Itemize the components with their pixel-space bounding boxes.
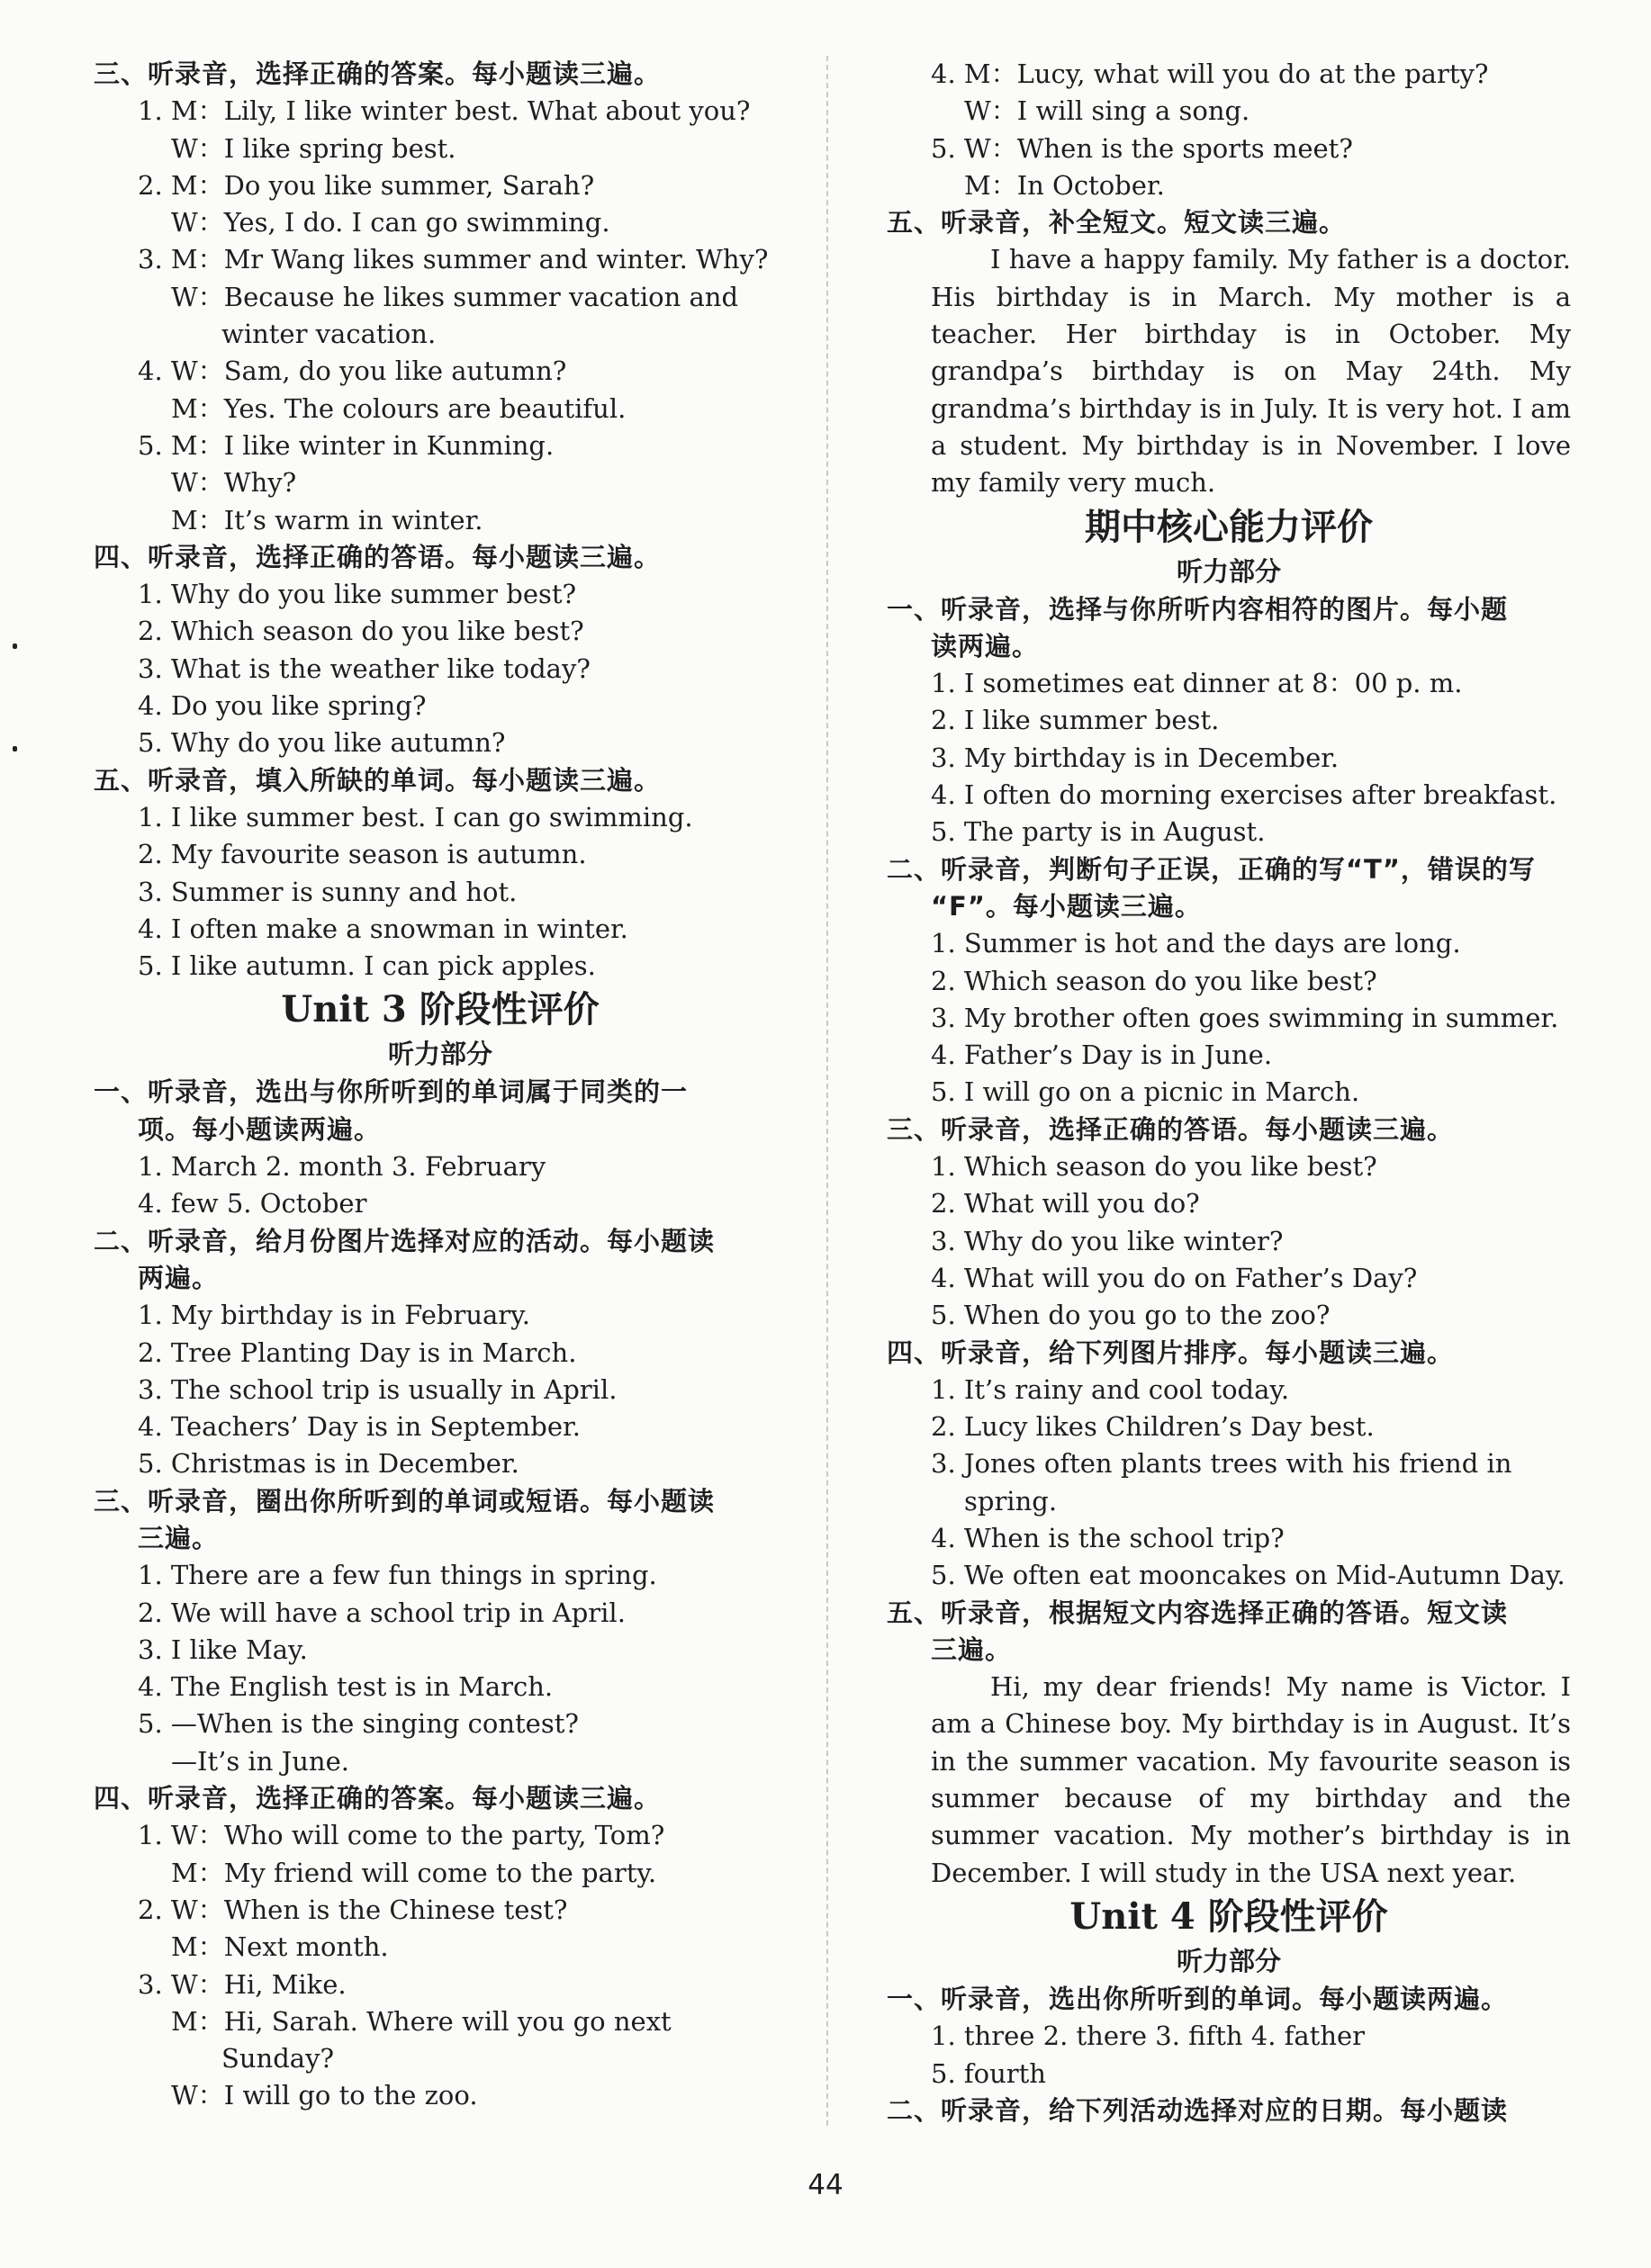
section-heading: 三、听录音，选择正确的答语。每小题读三遍。 — [887, 1113, 1455, 1145]
item-line: M：Next month. — [171, 1931, 389, 1963]
unit-label: Unit 3 — [281, 988, 407, 1031]
item-line: 1. M：Lily, I like winter best. What about you? — [138, 95, 751, 127]
title-text: 阶段性评价 — [419, 989, 600, 1031]
item-line: M：In October. — [964, 169, 1165, 201]
item-line: 4. The English test is in March. — [138, 1671, 554, 1703]
item-line: 2. M：Do you like summer, Sarah? — [138, 169, 595, 201]
item-line: 1. Which season do you like best? — [931, 1151, 1377, 1183]
item-line: 1. Why do you like summer best? — [138, 579, 577, 610]
section-heading: 五、听录音，填入所缺的单词。每小题读三遍。 — [94, 764, 662, 796]
item-line: M：Yes. The colours are beautiful. — [171, 392, 627, 424]
section-heading: “F”。每小题读三遍。 — [931, 890, 1202, 922]
item-line: 3. W：Hi, Mike. — [138, 1968, 347, 2000]
item-line: 2. Which season do you like best? — [138, 616, 584, 647]
item-line: 4. What will you do on Father’s Day? — [931, 1262, 1418, 1293]
item-line: 5. Why do you like autumn? — [138, 727, 506, 759]
passage-text: Hi, my dear friends! My name is Victor. I am a Chinese boy. My birthday is in August. It’s in the summer vacation. My favourite season is summer because of my birthday and the summer vacation. My mother’s birthday is in December. I will study in the USA next year. — [931, 1671, 1571, 1888]
item-line: 1. I like summer best. I can go swimming. — [138, 801, 693, 832]
part-subtitle: 听力部分 — [387, 1039, 492, 1070]
item-line: 5. M：I like winter in Kunming. — [138, 429, 555, 461]
item-line: 5. I will go on a picnic in March. — [931, 1076, 1360, 1108]
item-line: 2. What will you do? — [931, 1188, 1200, 1220]
item-line: 5. fourth — [931, 2057, 1046, 2089]
section-heading: 三遍。 — [931, 1634, 1013, 1665]
item-line: W：Because he likes summer vacation and — [171, 281, 739, 312]
part-subtitle: 听力部分 — [1176, 555, 1281, 587]
section-heading: 四、听录音，给下列图片排序。每小题读三遍。 — [887, 1336, 1455, 1368]
section-heading: 五、听录音，根据短文内容选择正确的答语。短文读 — [887, 1597, 1509, 1628]
item-line: 2. We will have a school trip in April. — [138, 1597, 626, 1628]
item-line: W：Why? — [171, 467, 297, 499]
left-column — [94, 56, 787, 2115]
section-heading: 四、听录音，选择正确的答案。每小题读三遍。 — [94, 1783, 662, 1814]
item-line: 1. Summer is hot and the days are long. — [931, 928, 1461, 959]
item-line: 1. three 2. there 3. fifth 4. father — [931, 2020, 1366, 2052]
item-line: 1. My birthday is in February. — [138, 1300, 530, 1331]
section-heading: 四、听录音，选择正确的答语。每小题读三遍。 — [94, 541, 662, 572]
item-line: M：My friend will come to the party. — [171, 1857, 657, 1888]
section-heading: 五、听录音，补全短文。短文读三遍。 — [887, 207, 1347, 238]
item-line: 2. Tree Planting Day is in March. — [138, 1336, 577, 1368]
item-line: 3. M：Mr Wang likes summer and winter. Why? — [138, 244, 769, 275]
item-line: 2. Which season do you like best? — [931, 965, 1377, 996]
item-line: 4. M：Lucy, what will you do at the party? — [931, 58, 1489, 89]
item-line: 5. W：When is the sports meet? — [931, 132, 1353, 164]
right-column — [887, 56, 1571, 2129]
item-line: 5. Christmas is in December. — [138, 1448, 519, 1480]
section-heading: 一、听录音，选出与你所听到的单词属于同类的一 — [94, 1076, 689, 1108]
section-heading: 一、听录音，选出你所听到的单词。每小题读两遍。 — [887, 1983, 1509, 2014]
item-line: 1. I sometimes eat dinner at 8：00 p. m. — [931, 668, 1463, 699]
item-line: M：Hi, Sarah. Where will you go next — [171, 2005, 672, 2037]
item-line: 2. I like summer best. — [931, 705, 1220, 736]
item-line: 4. I often do morning exercises after breakfast. — [931, 779, 1557, 811]
item-line: 4. Do you like spring? — [138, 690, 427, 722]
item-line: 3. My brother often goes swimming in summer. — [931, 1002, 1559, 1033]
section-title — [887, 502, 1571, 553]
item-line: 4. When is the school trip? — [931, 1523, 1285, 1553]
item-line: 1. W：Who will come to the party, Tom? — [138, 1820, 665, 1851]
item-line: spring. — [964, 1485, 1058, 1516]
item-line: 4. I often make a snowman in winter. — [138, 913, 628, 944]
item-line: 3. The school trip is usually in April. — [138, 1373, 618, 1405]
section-heading: 两遍。 — [138, 1262, 220, 1293]
section-heading: 一、听录音，选择与你所听内容相符的图片。每小题 — [887, 593, 1509, 625]
passage — [887, 1669, 1571, 1892]
item-line: 5. I like autumn. I can pick apples. — [138, 950, 596, 982]
section-heading: 三、听录音，圈出你所听到的单词或短语。每小题读 — [94, 1485, 716, 1516]
item-line: —It’s in June. — [171, 1745, 349, 1777]
section-title — [887, 1892, 1571, 1942]
item-line: W：I will sing a song. — [964, 95, 1250, 127]
item-line: 5. When do you go to the zoo? — [931, 1300, 1331, 1331]
section-heading: 二、听录音，给下列活动选择对应的日期。每小题读 — [887, 2094, 1509, 2126]
item-line: 2. W：When is the Chinese test? — [138, 1894, 568, 1925]
item-line: 3. What is the weather like today? — [138, 652, 591, 684]
section-heading: 项。每小题读两遍。 — [138, 1113, 382, 1145]
item-line: W：I will go to the zoo. — [171, 2080, 478, 2111]
item-line: Sunday? — [221, 2043, 335, 2074]
item-line: 1. It’s rainy and cool today. — [931, 1373, 1290, 1405]
section-heading: 二、听录音，给月份图片选择对应的活动。每小题读 — [94, 1225, 716, 1256]
item-line: 3. I like May. — [138, 1634, 308, 1665]
item-line: 1. March 2. month 3. February — [138, 1151, 546, 1183]
item-line: 5. The party is in August. — [931, 816, 1266, 848]
item-line: 4. W：Sam, do you like autumn? — [138, 356, 567, 387]
item-line: 4. Teachers’ Day is in September. — [138, 1411, 581, 1443]
item-line: 2. Lucy likes Children’s Day best. — [931, 1411, 1375, 1443]
item-line: W：I like spring best. — [171, 132, 456, 164]
unit-label: Unit 4 — [1069, 1894, 1195, 1938]
item-line: 2. My favourite season is autumn. — [138, 839, 587, 870]
passage — [887, 241, 1571, 501]
column-divider — [826, 56, 828, 2126]
title-text: 期中核心能力评价 — [1085, 506, 1373, 548]
section-title — [94, 985, 787, 1035]
item-line: M：It’s warm in winter. — [171, 504, 483, 536]
item-line: 3. My birthday is in December. — [931, 742, 1340, 773]
title-text: 阶段性评价 — [1207, 1895, 1388, 1938]
item-line: W：Yes, I do. I can go swimming. — [171, 207, 610, 238]
item-line: winter vacation. — [221, 319, 437, 350]
item-line: 5. We often eat mooncakes on Mid-Autumn Day. — [931, 1560, 1565, 1591]
page-number: 44 — [807, 2169, 844, 2201]
section-heading: 三、听录音，选择正确的答案。每小题读三遍。 — [94, 58, 662, 89]
margin-mark — [13, 644, 17, 649]
item-line: 5. —When is the singing contest? — [138, 1708, 579, 1740]
item-line: 1. There are a few fun things in spring. — [138, 1560, 657, 1591]
section-heading: 二、听录音，判断句子正误，正确的写“T”，错误的写 — [887, 853, 1536, 885]
item-line: 4. few 5. October — [138, 1188, 367, 1220]
item-line: 4. Father’s Day is in June. — [931, 1040, 1273, 1071]
margin-mark — [13, 746, 17, 752]
section-heading: 三遍。 — [138, 1522, 220, 1553]
passage-text: I have a happy family. My father is a doctor. His birthday is in March. My mother is a teacher. Her birthday is in October. My grandpa’s birthday is on May 24th. My grandma’s birthday is in July. It is very hot. I am a student. My birthday is in November. I love my family very much. — [931, 244, 1571, 499]
item-line: 3. Why do you like winter? — [931, 1225, 1284, 1256]
item-line: 3. Summer is sunny and hot. — [138, 876, 518, 907]
part-subtitle: 听力部分 — [1176, 1945, 1281, 1976]
section-heading: 读两遍。 — [931, 630, 1040, 662]
item-line: 3. Jones often plants trees with his friend in — [931, 1448, 1512, 1480]
